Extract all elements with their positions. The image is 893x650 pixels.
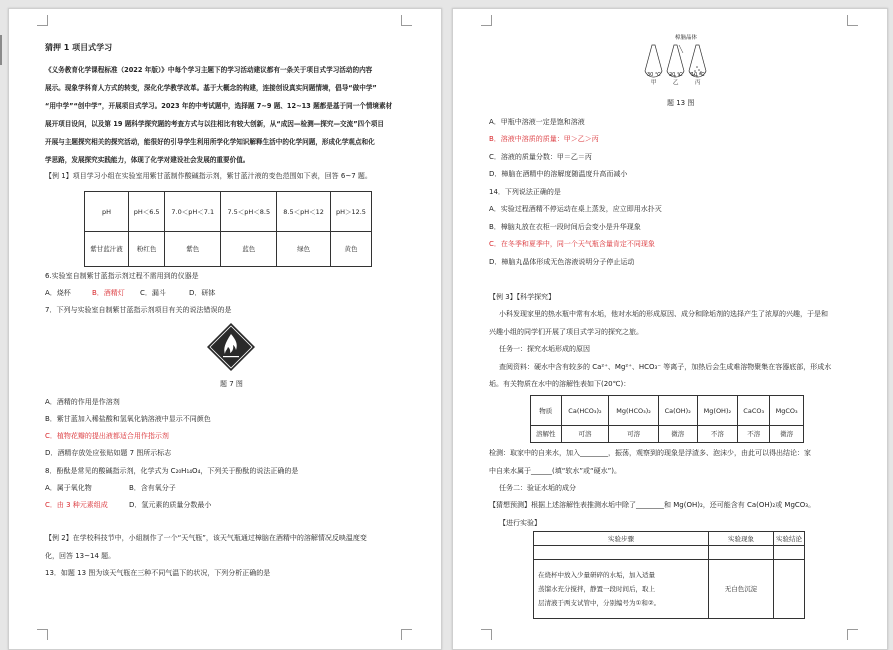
example-1-text: 【例 1】项目学习小组在实验室用紫甘蓝制作酸碱指示剂，紫甘蓝汁液的变色范围如下表，回答 6~7 题。 bbox=[45, 172, 372, 180]
table-cell: pH bbox=[85, 192, 129, 232]
document-page-2 bbox=[452, 8, 888, 650]
table-cell: 实验结论 bbox=[774, 532, 805, 546]
q6-option-a: A．烧杯 bbox=[45, 289, 71, 297]
q6-option-d: D．研钵 bbox=[189, 289, 216, 297]
table-cell: 绿色 bbox=[277, 232, 331, 267]
task-2-heading: 任务二：验证水垢的成分 bbox=[499, 484, 576, 492]
crystal-label: 樟脑晶体 bbox=[675, 35, 698, 41]
figure-7-caption: 题 7 图 bbox=[220, 380, 243, 388]
intro-line: 展示。现象学科育人方式的转变，深化化学教学改革。基于大概念的构建，连接创设真实问题情境，倡导“做中学” bbox=[45, 84, 377, 92]
table-cell: Mg(OH)₂ bbox=[697, 396, 737, 426]
flask-label: 甲 bbox=[651, 80, 657, 86]
crop-mark bbox=[401, 15, 412, 26]
temp-label: 20 ℃ bbox=[669, 72, 683, 78]
question-14: 14．下列说法正确的是 bbox=[489, 188, 561, 196]
experiment-table bbox=[533, 531, 805, 619]
q13-option-c: C．溶液的质量分数：甲＝乙＝丙 bbox=[489, 153, 592, 161]
flammable-liquid-icon bbox=[206, 322, 256, 372]
crop-mark bbox=[847, 15, 858, 26]
question-6: 6.实验室自制紫甘蓝指示剂过程不需用到的仪器是 bbox=[45, 272, 199, 280]
table-cell bbox=[709, 546, 774, 560]
paragraph: 小科发现家里的热水瓶中常有水垢，他对水垢的形成原因、成分和除垢剂的选择产生了浓厚的兴趣，于是和 bbox=[499, 310, 828, 318]
example-2-text: 化，回答 13~14 题。 bbox=[45, 552, 116, 560]
table-cell: 可溶 bbox=[609, 426, 658, 443]
flask-label: 乙 bbox=[673, 80, 679, 86]
intro-line: 《义务教育化学课程标准（2022 年版）》中每个学习主题下的学习活动建议都有一条关于项目式学习活动的内容 bbox=[45, 66, 373, 74]
q7-option-c: C．植物花瓣的提出液都适合用作指示剂 bbox=[45, 432, 169, 440]
question-8: 8．酚酞是常见的酸碱指示剂，化学式为 C₂₀H₁₄O₄，下列关于酚酞的说法正确的是 bbox=[45, 467, 299, 475]
detection-text: 中自来水属于______(填“软水”或“硬水”)。 bbox=[489, 467, 621, 475]
q6-option-c: C．漏斗 bbox=[140, 289, 166, 297]
table-cell: 7.0＜pH＜7.1 bbox=[165, 192, 221, 232]
example-2-text: 【例 2】在学校科技节中，小組制作了一个“天气瓶”，该天气瓶通过樟脑在酒精中的溶解情况反映温度变 bbox=[45, 534, 367, 542]
q14-option-d: D．樟脑丸晶体形成无色溶液说明分子停止运动 bbox=[489, 258, 635, 266]
crop-mark bbox=[37, 629, 48, 640]
step-line: 层清液于两支试管中，分别编号为①和②。 bbox=[538, 599, 661, 607]
q14-option-b: B．樟脑丸放在衣柜一段时间后会变小是升华现象 bbox=[489, 223, 641, 231]
table-cell: pH＞12.5 bbox=[330, 192, 371, 232]
figure-13-caption: 题 13 图 bbox=[667, 99, 695, 107]
table-cell: 无白色沉淀 bbox=[709, 560, 774, 619]
q7-option-d: D．酒精存放处应张贴如题 7 图所示标志 bbox=[45, 449, 172, 457]
task-1-heading: 任务一：探究水垢形成的原因 bbox=[499, 345, 590, 353]
table-cell: 实验步骤 bbox=[534, 532, 709, 546]
intro-line: 学思路，发展探究实践能力，体现了化学对建设社会发展的重要价值。 bbox=[45, 156, 250, 164]
q7-option-b: B．紫甘蓝加入稀盐酸和氢氧化钠溶液中显示不同颜色 bbox=[45, 415, 211, 423]
q7-option-a: A．酒精的作用是作溶剂 bbox=[45, 398, 120, 406]
question-7: 7．下列与实验室自制紫甘蓝指示剂项目有关的说法错误的是 bbox=[45, 306, 232, 314]
step-line: 在烧杯中放入少量研碎的水垢，加入适量 bbox=[538, 571, 655, 579]
example-3-heading: 【例 3】【科学探究】 bbox=[489, 293, 556, 301]
table-cell: 不溶 bbox=[697, 426, 737, 443]
table-cell: Mg(HCO₃)₂ bbox=[609, 396, 658, 426]
temp-label: 30 ℃ bbox=[647, 72, 661, 78]
question-13: 13．如题 13 图为该天气瓶在三种不同气温下的状况，下列分析正确的是 bbox=[45, 569, 271, 577]
experiment-heading: 【进行实验】 bbox=[499, 519, 541, 527]
page-title: 猜押 1 项目式学习 bbox=[45, 43, 113, 52]
intro-line: 展开项目设问，以及第 19 题科学探究题的考查方式与以往相比有较大创新，从“成因—检测—探究—交流”四个项目 bbox=[45, 120, 384, 128]
crop-mark bbox=[401, 629, 412, 640]
indicator-table bbox=[84, 191, 372, 267]
table-cell: Ca(OH)₂ bbox=[658, 396, 697, 426]
table-cell: 紫色 bbox=[165, 232, 221, 267]
table-cell bbox=[534, 560, 709, 619]
document-page-1 bbox=[8, 8, 442, 650]
crop-mark bbox=[481, 15, 492, 26]
q14-option-a: A．实验过程酒精不停运动在桌上蒸发，应立即用水扑灭 bbox=[489, 205, 662, 213]
table-cell: 蓝色 bbox=[221, 232, 277, 267]
table-cell bbox=[534, 546, 709, 560]
detection-text: 检测：取家中的自来水，加入________，振荡，观察到的现象是浮渣多、泡沫少，由此可以得出结论：家 bbox=[489, 449, 811, 457]
q8-option-a: A．属于氧化物 bbox=[45, 484, 92, 492]
table-cell: 物质 bbox=[531, 396, 562, 426]
crop-mark bbox=[481, 629, 492, 640]
temp-label: 10 ℃ bbox=[691, 72, 705, 78]
crop-mark bbox=[847, 629, 858, 640]
table-cell: 微溶 bbox=[770, 426, 804, 443]
table-cell bbox=[774, 546, 805, 560]
intro-line: 开展与主题探究相关的探究活动，能很好的引导学生利用所学化学知识解释生活中的化学问题，形成化学观点和化 bbox=[45, 138, 375, 146]
intro-line: “用中学”“创中学”，开展项目式学习。2023 年的中考试题中，选择题 7~9 题、12~13 题都是基于同一个情境素材 bbox=[45, 102, 393, 110]
q8-option-d: D．氢元素的质量分数最小 bbox=[129, 501, 212, 509]
table-cell: 8.5＜pH＜12 bbox=[277, 192, 331, 232]
q13-option-d: D．樟脑在酒精中的溶解度随温度升高而减小 bbox=[489, 170, 628, 178]
flask-label: 丙 bbox=[695, 80, 701, 86]
table-cell: CaCO₃ bbox=[738, 396, 770, 426]
table-cell bbox=[774, 560, 805, 619]
q6-option-b: B．酒精灯 bbox=[92, 289, 125, 297]
info-text: 垢。有关物质在水中的溶解性表如下(20℃)： bbox=[489, 380, 631, 388]
q13-option-a: A．甲瓶中溶液一定是饱和溶液 bbox=[489, 118, 585, 126]
info-text: 查阅资料：硬水中含有较多的 Ca²⁺、Mg²⁺、HCO₃⁻ 等离子，加热后会生成难溶物聚集在容器底部，形成水 bbox=[499, 363, 832, 371]
table-cell: MgCO₃ bbox=[770, 396, 804, 426]
crop-mark bbox=[37, 15, 48, 26]
table-cell: 微溶 bbox=[658, 426, 697, 443]
table-cell: pH＜6.5 bbox=[129, 192, 165, 232]
table-cell: 黄色 bbox=[330, 232, 371, 267]
table-cell: 可溶 bbox=[561, 426, 609, 443]
table-cell: 粉红色 bbox=[129, 232, 165, 267]
table-cell: Ca(HCO₃)₂ bbox=[561, 396, 609, 426]
q14-option-c: C．在冬季和夏季中，同一个天气瓶含量肯定不同现象 bbox=[489, 240, 655, 248]
step-line: 蒸馏水充分搅拌，静置一段时间后，取上 bbox=[538, 585, 655, 593]
solubility-table bbox=[530, 395, 804, 443]
table-cell: 不溶 bbox=[738, 426, 770, 443]
table-cell: 溶解性 bbox=[531, 426, 562, 443]
paragraph: 兴趣小组的同学们开展了项目式学习的探究之旅。 bbox=[489, 328, 643, 336]
q13-option-b: B．溶液中溶质的质量：甲＞乙＞丙 bbox=[489, 135, 599, 143]
table-cell: 紫甘蓝汁液 bbox=[85, 232, 129, 267]
left-ruler-marker bbox=[0, 35, 6, 65]
q8-option-b: B．含有氧分子 bbox=[129, 484, 176, 492]
q8-option-c: C．由 3 种元素组成 bbox=[45, 501, 108, 509]
table-cell: 7.5＜pH＜8.5 bbox=[221, 192, 277, 232]
table-cell: 实验现象 bbox=[709, 532, 774, 546]
hypothesis-text: 【猜想预测】根据上述溶解性表推测水垢中除了________和 Mg(OH)₂，还可能含有 Ca(OH)₂或 MgCO₃。 bbox=[489, 501, 816, 509]
